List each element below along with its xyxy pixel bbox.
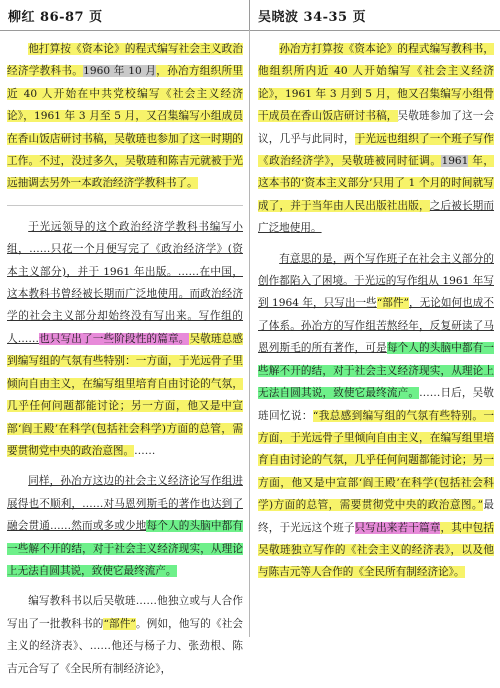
- left-paragraph-4: [7, 590, 243, 680]
- text-segment: 有意思的是，两个写作班子在社会主义部分的创作都陷入了困境。于光远的写作组从 1961 年写到 1964 年，只写出一些: [258, 252, 494, 310]
- text-segment: 吴敬琏参加了这一会议，几乎与此同时，: [258, 110, 495, 145]
- text-segment: 吴敬琏总感到编写组的气氛有些特别：一方面，于光远骨子里倾向自由主义，在编写组里培育自由讨论的气氛，几乎任何问题都能讨论；另一方面，他又是中宣部‘阎王殿’在科学(包括社会科学)方面的总管，需要贯彻党中央的政治意图。: [7, 332, 244, 457]
- text-segment: 1961 年 3 月到 5 月，他又召集编写小组骨干成员在香山饭店研讨书稿，: [258, 87, 494, 123]
- text-segment: 孙冶方打算按《资本论》的程式编写教科书，他组织所内近 40 人开始编写《社会主义经济论》，: [258, 43, 494, 100]
- text-segment: 于光远也组织了一个班子写作《政治经济学》，吴敬琏被同时征调。: [258, 132, 495, 168]
- left-source-title: 柳红 86-87 页: [0, 0, 250, 30]
- text-segment: 他打算按《资本论》的程式编写社会主义政治经济学教科书。: [7, 43, 243, 78]
- right-paragraph-2: [258, 248, 494, 584]
- text-segment: 1961: [441, 155, 469, 168]
- left-paragraph-1: [7, 38, 243, 195]
- text-segment: 每个人的头脑中都有一些解不开的结，对于社会主义经济现实，从理论上无法自圆其说，致使它最终流产。: [7, 520, 244, 577]
- column-divider: [249, 30, 250, 637]
- text-segment: 年，这本书的‘资本主义部分’只用了 1 个月的时间就写成了，并于当年由人民出版社出版，: [258, 155, 494, 212]
- text-segment: 而政治经济学的社会主义部分却始终没有写出来。写作组的人……: [7, 288, 244, 345]
- text-segment: 同样，孙冶方这边的社会主义经济论写作组进展得也不顺利，……对马恩列斯毛的著作也达到了融会贯通……然而或多或少地: [7, 475, 243, 533]
- column-header-row: [0, 0, 500, 31]
- text-segment: ，其中包括吴敬琏独立写作的《社会主义的经济表》，以及他与陈吉元等人合作的《全民所有制经济论》。: [258, 521, 495, 579]
- text-segment: 编写教科书以后吴敬琏……他独立或与人合作写出了一批教科书的: [7, 595, 243, 630]
- text-segment: 只写出来若干篇章: [354, 521, 441, 534]
- text-segment: ，孙冶方组织所里近 40 人开始在中共党校编写《社会主义经济论》，: [7, 65, 244, 123]
- text-segment: 最终，于光远这个班子: [258, 499, 494, 534]
- left-paragraph-3: [7, 470, 243, 582]
- text-segment: 1960 年 10 月: [83, 65, 157, 78]
- text-segment: “部件”: [376, 297, 409, 310]
- text-segment: “部件”: [103, 617, 136, 630]
- text-segment: 吴敬琏也参加了这一时期的工作。不过，没过多久，吴敬琏和陈吉元就被于光远抽调去另外一本政治经济学教科书了。: [7, 132, 244, 190]
- text-segment: “我总感到编写组的气氛有些特别。一方面，于光远骨子里倾向自由主义，在编写组里培育自由讨论的气氛，几乎任何问题都能讨论；另一方面，他又是中宣部‘阎王殿’在科学(包括社会科学)方面的总管，需要贯彻党中央的政治意图。”: [258, 409, 494, 512]
- right-source-title: 吴晓波 34-35 页: [258, 10, 367, 25]
- text-segment: 表》、……他还与杨子力、张劲根、陈吉元合写了《全民所有制经济论》，: [7, 640, 243, 675]
- right-paragraph-1: [258, 38, 494, 240]
- text-segment: 。例如，他写的《社会主义的经济: [7, 617, 244, 653]
- text-segment: 也只写出了一些阶段性的篇章。: [38, 332, 190, 345]
- text-segment: ……: [134, 444, 156, 457]
- paragraph-separator: [7, 205, 243, 206]
- text-segment: ……日后，吴敬琏回忆说：: [258, 387, 494, 422]
- text-segment: 1961 年 3 月至 5 月，又召集编写小组成员在香山饭店研讨书稿，: [7, 110, 243, 145]
- text-segment: 之后被长期而广泛地使用。: [258, 199, 495, 235]
- text-segment: 于光远领导的这个政治经济学教科书编写小组，……只花一个月便写完了《政治经济学》(资本主义部分)，并于 1961 年出版。……在中国，这本教科书曾经被长期而广泛地使用。: [7, 220, 243, 301]
- left-text-column: [7, 38, 243, 688]
- text-segment: ，无论如何也成不了体系。孙冶方的写作组苦熬经年，反复研读了马恩列斯毛的所有著作，可是: [258, 297, 494, 355]
- text-segment: 每个人的头脑中都有一些解不开的结，对于社会主义经济现实，从理论上无法自圆其说，致使它最终流产。: [258, 342, 495, 400]
- left-paragraph-2: [7, 216, 243, 462]
- right-text-column: [258, 38, 494, 592]
